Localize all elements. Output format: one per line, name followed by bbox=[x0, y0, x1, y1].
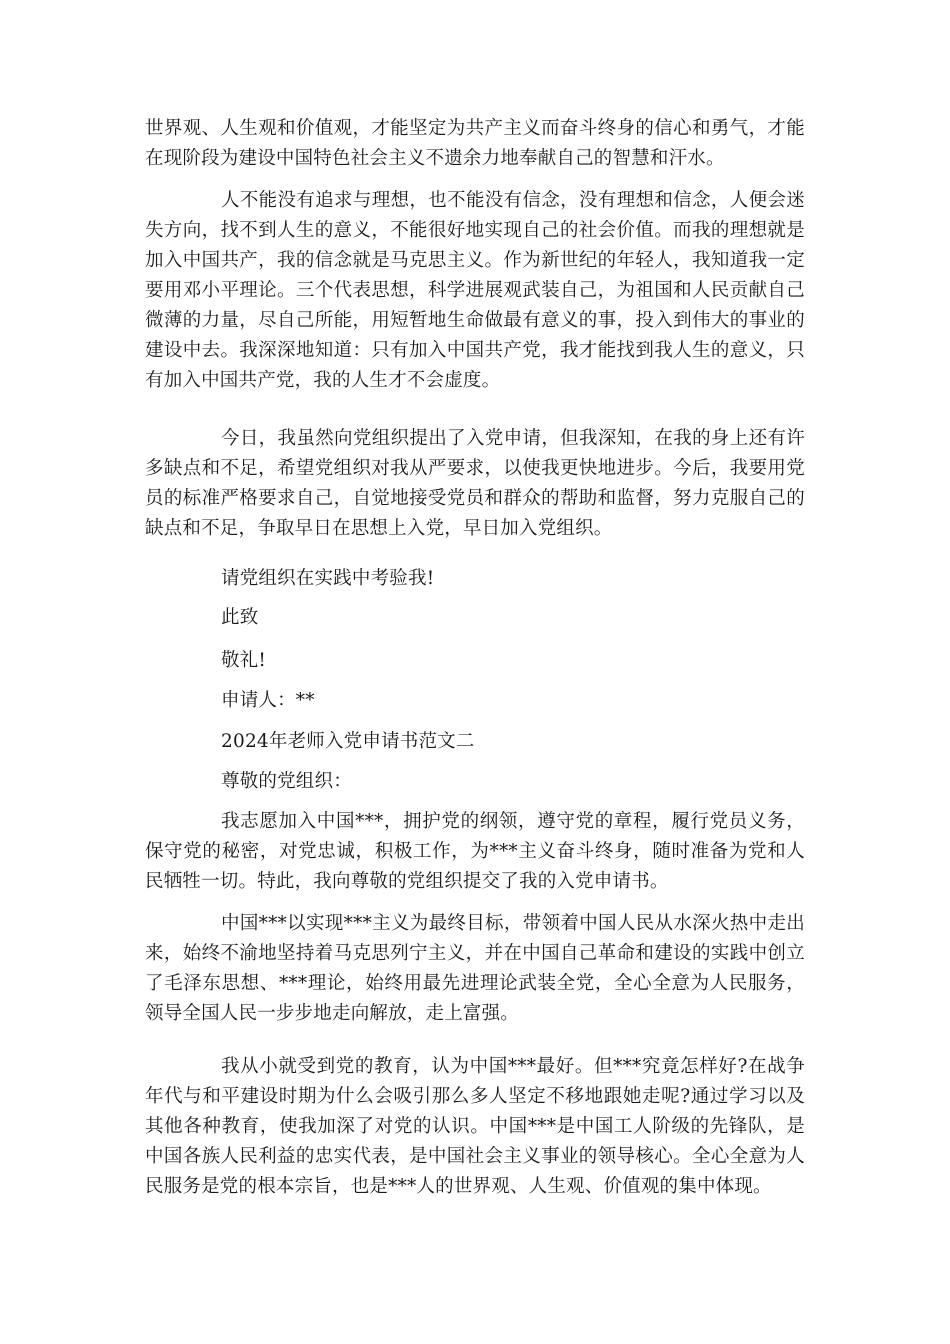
section-title: 2024年老师入党申请书范文二 bbox=[221, 731, 475, 752]
paragraph-party-history: 中国***以实现***主义为最终目标，带领着中国人民从水深火热中走出来，始终不渝地坚持着马克思列宁主义，并在中国自己革命和建设的实践中创立了毛泽东思想、***理论，始终用最先进理论武装全党，全心全意为人民服务，领导全国人民一步步地走向解放，走上富强。 bbox=[145, 913, 805, 1024]
paragraph-commitment: 今日，我虽然向党组织提出了入党申请，但我深知，在我的身上还有许多缺点和不足，希望党组织对我从严要求，以使我更快地进步。今后，我要用党员的标准严格要求自己，自觉地接受党员和群众的帮助和监督，努力克服自己的缺点和不足，争取早日在思想上入党，早日加入党组织。 bbox=[145, 428, 805, 539]
paragraph-education: 我从小就受到党的教育，认为中国***最好。但***究竟怎样好?在战争年代与和平建设时期为什么会吸引那么多人坚定不移地跟她走呢?通过学习以及其他各种教育，使我加深了对党的认识。中国***是中国工人阶级的先锋队，是中国各族人民利益的忠实代表，是中国社会主义事业的领导核心。全心全意为人民服务是党的根本宗旨，也是***人的世界观、人生观、价值观的集中体现。 bbox=[145, 1056, 805, 1197]
greeting: 尊敬的党组织： bbox=[221, 771, 352, 792]
closing-regards: 敬礼! bbox=[221, 650, 267, 671]
paragraph-ideals: 人不能没有追求与理想，也不能没有信念，没有理想和信念，人便会迷失方向，找不到人生的意义，不能很好地实现自己的社会价值。而我的理想就是加入中国共产，我的信念就是马克思主义。作为新世纪的年轻人，我知道我一定要用邓小平理论。三个代表思想，科学进展观武装自己，为祖国和人民贡献自己微薄的力量，尽自己所能，用短暂地生命做最有意义的事，投入到伟大的事业的建设中去。我深深地知道：只有加入中国共产党，我才能找到我人生的意义，只有加入中国共产党，我的人生才不会虚度。 bbox=[145, 190, 805, 391]
paragraph-continued: 世界观、人生观和价值观，才能坚定为共产主义而奋斗终身的信心和勇气，才能在现阶段为建设中国特色社会主义不遗余力地奉献自己的智慧和汗水。 bbox=[145, 118, 805, 169]
closing-request: 请党组织在实践中考验我! bbox=[221, 568, 435, 589]
paragraph-pledge: 我志愿加入中国***，拥护党的纲领，遵守党的章程，履行党员义务，保守党的秘密，对党忠诚，积极工作，为***主义奋斗终身，随时准备为党和人民牺牲一切。特此，我向尊敬的党组织提交了我的入党申请书。 bbox=[145, 811, 805, 892]
closing-salutation: 此致 bbox=[221, 607, 259, 628]
applicant-signature: 申请人：** bbox=[221, 690, 315, 711]
